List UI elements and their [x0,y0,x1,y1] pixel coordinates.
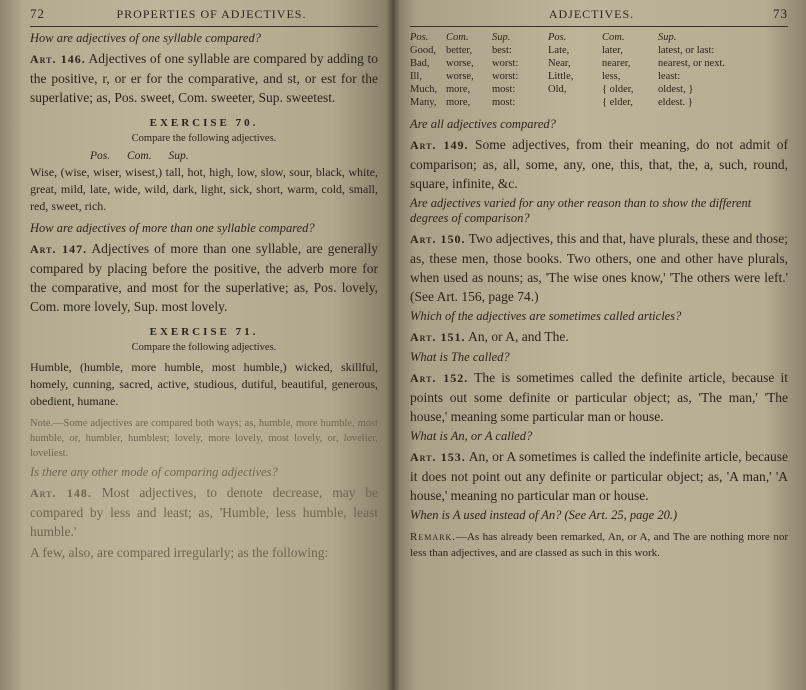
comparison-cell: worst: [492,71,519,82]
question-other-mode: Is there any other mode of comparing adjectives? [30,465,278,479]
exercise-70-title: EXERCISE 70. [149,117,259,129]
article-149 [410,135,788,193]
remark [410,529,788,561]
comparison-cell: nearer, [602,58,631,69]
right-page [392,0,806,690]
article-150 [410,229,788,306]
comparison-cell: nearest, or next. [658,58,726,69]
article-text: An, or A sometimes is called the indefinite article, because it does not point out any definite or particular object; as, 'A man,' 'A house,' meaning no particular man or house. [410,449,788,503]
comparison-cell: oldest, } [658,84,694,95]
comparison-cell: Late, [548,45,570,56]
left-page [0,0,392,690]
comparison-cell: worse, [446,71,474,82]
remark-label: Remark. [410,531,456,543]
comparison-header: Sup. [492,32,511,43]
comparison-header: Com. [446,32,469,43]
right-page-header [410,6,788,24]
article-text: The is sometimes called the definite article, because it points out some definite or particular object; as, 'The man,' 'The house,' meaning some particular man or house. [410,370,788,424]
book-gutter [386,0,400,690]
question-the: What is The called? [410,350,510,364]
question-a-instead-of-an: When is A used instead of An? (See Art. 25, page 20.) [410,508,678,522]
comparison-cell: latest, or last: [658,45,715,56]
exercise-71-subtitle: Compare the following adjectives. [131,342,277,353]
article-text: Adjectives of one syllable are compared by adding to the positive, r, or er for the comparative, and st, or est for the superlative; as, Pos. sweet, Com. sweeter, Sup. sweetest. [30,51,378,105]
exercise-71-body: Humble, (humble, more humble, most humble,) wicked, skillful, homely, cunning, sacred, active, studious, dutiful, beautiful, generous, obedient, humane. [30,360,378,408]
comparison-cell: Good, [410,45,436,56]
comparison-cell: later, [602,45,623,56]
article-text: An, or A, and The. [468,329,569,344]
comparison-cell [548,96,602,109]
comparison-cell: worst: [492,58,519,69]
comparison-cell: least: [658,71,681,82]
exercise-70-body: Wise, (wise, wiser, wisest,) tall, hot, high, low, slow, sour, black, white, great, mild, late, wide, wild, dark, light, sick, short, warm, cold, small, red, sweet, rich. [30,165,378,213]
header-rule [30,26,378,27]
article-label: Art. 147. [30,242,88,256]
comparison-cell: Little, [548,71,574,82]
comparison-cell: { older, [602,84,634,95]
comparison-header: Pos. [548,32,567,43]
comparison-header: Sup. [658,32,677,43]
left-page-number: 72 [30,6,45,21]
remark-text: —As has already been remarked, An, or A, and The are nothing more nor less than adjectives, and are classed as such in this work. [410,531,788,559]
comparison-cell: most: [492,97,516,108]
article-text: Some adjectives, from their meaning, do not admit of comparison; as, all, some, any, one, this, that, the, a, such, round, square, infinite, &c. [410,137,788,191]
irregular-intro: A few, also, are compared irregularly; as the following: [30,545,329,560]
article-147 [30,239,378,316]
article-label: Art. 148. [30,486,92,500]
article-label: Art. 151. [410,330,466,344]
question-all-compared: Are all adjectives compared? [410,117,556,131]
question-articles: Which of the adjectives are sometimes called articles? [410,309,682,323]
comparison-cell: eldest. } [658,97,693,108]
comparison-cell: { elder, [602,97,633,108]
article-text: Two adjectives, this and that, have plurals, these and those; as, these men, those books. Two others, one and other have plurals, when used as nouns; as, 'The wise ones know,' 'The others were left.' (See Art. 156, page 74.) [410,231,788,304]
comparison-cell: best: [492,45,512,56]
article-label: Art. 146. [30,52,86,66]
comparison-cell: less, [602,71,621,82]
comparison-cell: worse, [446,58,474,69]
comparison-cell: better, [446,45,473,56]
article-label: Art. 149. [410,138,469,152]
left-page-header [30,6,378,24]
note-both-ways: Note.—Some adjectives are compared both ways; as, humble, more humble, most humble, or, humbler, humblest; lovely, more lovely, most lovely, or, lovelier, loveliest. [30,418,378,459]
comparison-header: Com. [602,32,625,43]
article-text: Most adjectives, to denote decrease, may be compared by less and least; as, 'Humble, less humble, least humble.' [30,485,379,539]
article-152 [410,368,788,426]
header-rule [410,26,788,27]
article-label: Art. 150. [410,232,466,246]
exercise-71-title: EXERCISE 71. [149,326,259,338]
question-one-syllable: How are adjectives of one syllable compared? [30,31,261,45]
question-varied: Are adjectives varied for any other reason than to show the different degrees of comparison? [410,196,752,225]
exercise-70-column-heads: Pos. Com. Sup. [90,150,189,162]
comparison-cell: more, [446,97,471,108]
comparison-cell: Old, [548,84,567,95]
right-page-number: 73 [773,6,788,21]
right-running-head: ADJECTIVES. [548,7,635,21]
article-146 [30,49,378,107]
comparison-cell: more, [446,84,471,95]
article-151 [410,327,788,347]
article-label: Art. 153. [410,450,466,464]
comparison-cell: Ill, [410,71,422,82]
exercise-70-subtitle: Compare the following adjectives. [131,133,277,144]
article-label: Art. 152. [410,371,469,385]
comparison-header: Pos. [410,32,429,43]
comparison-cell: Much, [410,84,438,95]
comparison-cell: most: [492,84,516,95]
question-more-syllables: How are adjectives of more than one syllable compared? [30,221,315,235]
article-153 [410,447,788,505]
article-text: Adjectives of more than one syllable, are generally compared by placing before the positive, the adverb more for the comparative, and most for the superlative; as, Pos. lovely, Com. more lovely, Sup. most lovely. [30,241,378,314]
question-an-a: What is An, or A called? [410,429,533,443]
comparison-cell: Many, [410,97,437,108]
left-running-head: PROPERTIES OF ADJECTIVES. [116,7,307,21]
comparison-cell: Near, [548,58,571,69]
article-148 [30,483,378,541]
irregular-comparison-table [410,31,788,109]
comparison-cell: Bad, [410,58,430,69]
